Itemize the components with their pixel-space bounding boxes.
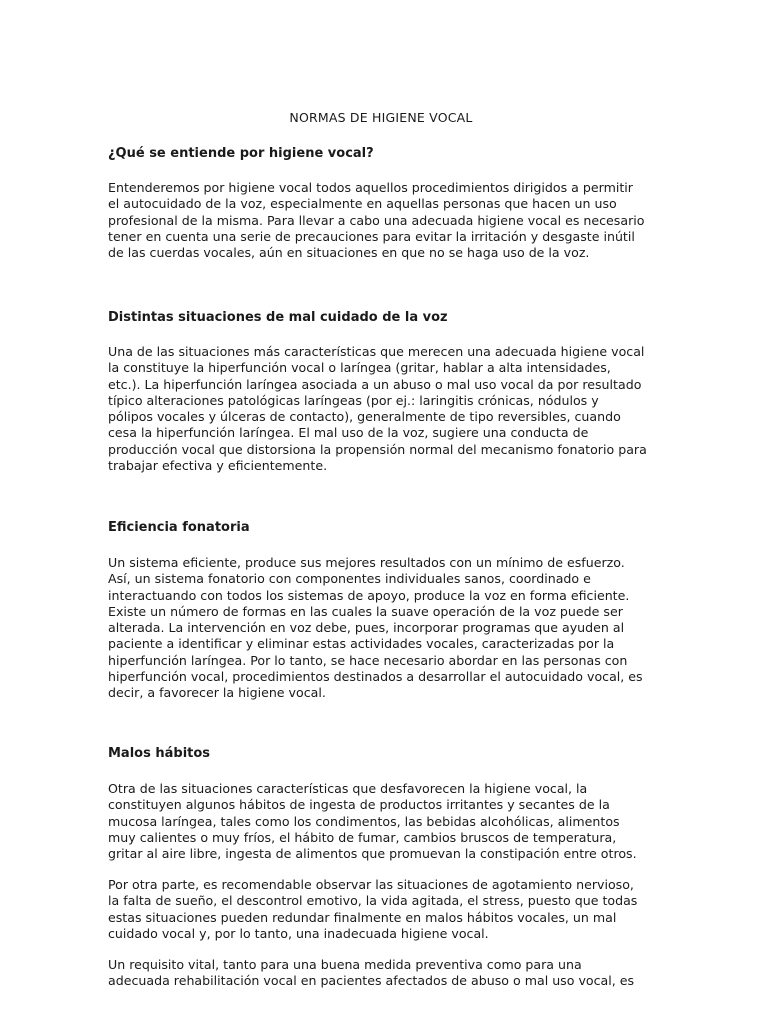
section-heading-higiene-vocal: ¿Qué se entiende por higiene vocal? — [108, 146, 374, 161]
document-title: NORMAS DE HIGIENE VOCAL — [289, 110, 473, 125]
section-heading-eficiencia-fonatoria: Eficiencia fonatoria — [108, 520, 250, 535]
section-paragraph: Una de las situaciones más características que merecen una adecuada higiene vocal la constituye la hiperfunción vocal o laríngea (gritar, hablar a alta intensidades, etc.). La hiperfunción laríngea asociada a un abuso o mal uso vocal da por resultado típico alteraciones patológicas laríngeas (por ej.: laringitis crónicas, nódulos y pólipos vocales y úlceras de contacto), generalmente de tipo reversibles, cuando cesa la hiperfunción laríngea. El mal uso de la voz, sugiere una conducta de producción vocal que distorsiona la propensión normal del mecanismo fonatorio para trabajar efectiva y eficientemente. — [108, 344, 647, 474]
section-paragraph: Un requisito vital, tanto para una buena medida preventiva como para una adecuada rehabilitación vocal en pacientes afectados de abuso o mal uso vocal, es — [108, 957, 635, 989]
section-heading-mal-cuidado: Distintas situaciones de mal cuidado de la voz — [108, 310, 448, 325]
section-paragraph: Entenderemos por higiene vocal todos aquellos procedimientos dirigidos a permitir el autocuidado de la voz, especialmente en aquellas personas que hacen un uso profesional de la misma. Para llevar a cabo una adecuada higiene vocal es necesario tener en cuenta una serie de precauciones para evitar la irritación y desgaste inútil de las cuerdas vocales, aún en situaciones en que no se haga uso de la voz. — [108, 180, 645, 261]
section-paragraph: Otra de las situaciones características que desfavorecen la higiene vocal, la constituyen algunos hábitos de ingesta de productos irritantes y secantes de la mucosa laríngea, tales como los condimentos, las bebidas alcohólicas, alimentos muy calientes o muy fríos, el hábito de fumar, cambios bruscos de temperatura, gritar al aire libre, ingesta de alimentos que promuevan la constipación entre otros. — [108, 781, 637, 862]
section-paragraph: Un sistema eficiente, produce sus mejores resultados con un mínimo de esfuerzo. Así, un sistema fonatorio con componentes individuales sanos, coordinado e interactuando con todos los sistemas de apoyo, produce la voz en forma eficiente. Existe un número de formas en las cuales la suave operación de la voz puede ser alterada. La intervención en voz debe, pues, incorporar programas que ayuden al paciente a identificar y eliminar estas actividades vocales, caracterizadas por la hiperfunción laríngea. Por lo tanto, se hace necesario abordar en las personas con hiperfunción vocal, procedimientos destinados a desarrollar el autocuidado vocal, es decir, a favorecer la higiene vocal. — [108, 555, 643, 701]
section-paragraph: Por otra parte, es recomendable observar las situaciones de agotamiento nervioso, la falta de sueño, el descontrol emotivo, la vida agitada, el stress, puesto que todas estas situaciones pueden redundar finalmente en malos hábitos vocales, un mal cuidado vocal y, por lo tanto, una inadecuada higiene vocal. — [108, 877, 638, 941]
section-heading-malos-habitos: Malos hábitos — [108, 746, 211, 761]
